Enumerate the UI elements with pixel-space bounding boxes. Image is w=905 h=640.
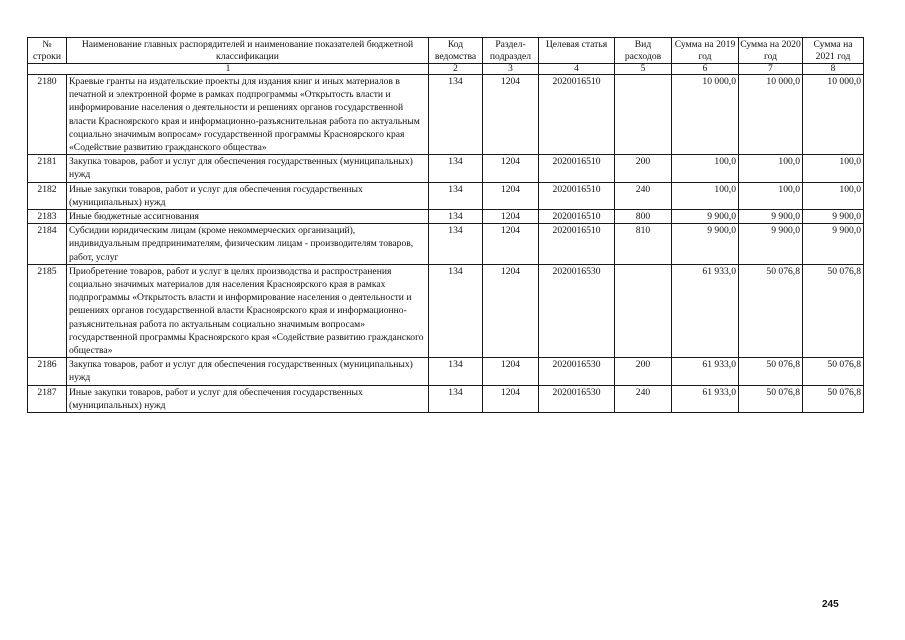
row-name: Иные закупки товаров, работ и услуг для обеспечения государственных (муниципальных) нужд [67, 385, 429, 412]
header-row-no: № строки [28, 38, 67, 64]
row-number: 2183 [28, 210, 67, 224]
row-target: 2020016510 [539, 210, 615, 224]
row-sum-2020: 50 076,8 [739, 358, 803, 385]
row-target: 2020016510 [539, 224, 615, 265]
row-dept-code: 134 [429, 75, 483, 155]
row-target: 2020016510 [539, 75, 615, 155]
row-sum-2020: 9 900,0 [739, 224, 803, 265]
row-exp-type: 240 [615, 385, 672, 412]
row-exp-type: 800 [615, 210, 672, 224]
page-number: 245 [822, 599, 839, 610]
column-number-5: 5 [615, 64, 672, 75]
row-number: 2186 [28, 358, 67, 385]
row-name: Краевые гранты на издательские проекты для издания книг и иных материалов в печатной и электронной форме в рамках подпрограммы «Открытость власти и информирование населения о деятельности и решениях органов государственной власти Красноярского края и информационно-разъяснительная работа по актуальным социально значимым вопросам» государственной программы Красноярского края «Содействие развитию гражданского общества» [67, 75, 429, 155]
row-sum-2020: 50 076,8 [739, 385, 803, 412]
header-exp-type: Вид расходов [615, 38, 672, 64]
row-target: 2020016510 [539, 155, 615, 182]
column-number-3: 3 [483, 64, 539, 75]
row-name: Иные бюджетные ассигнования [67, 210, 429, 224]
row-exp-type [615, 264, 672, 357]
row-section: 1204 [483, 182, 539, 209]
row-dept-code: 134 [429, 210, 483, 224]
row-sum-2019: 100,0 [672, 182, 739, 209]
header-sum-2021: Сумма на 2021 год [803, 38, 864, 64]
row-section: 1204 [483, 385, 539, 412]
row-name: Закупка товаров, работ и услуг для обеспечения государственных (муниципальных) нужд [67, 358, 429, 385]
header-target: Целевая статья [539, 38, 615, 64]
header-section: Раздел-подраздел [483, 38, 539, 64]
row-target: 2020016530 [539, 385, 615, 412]
row-sum-2019: 100,0 [672, 155, 739, 182]
row-name: Закупка товаров, работ и услуг для обеспечения государственных (муниципальных) нужд [67, 155, 429, 182]
row-sum-2021: 50 076,8 [803, 358, 864, 385]
row-number: 2185 [28, 264, 67, 357]
row-sum-2021: 9 900,0 [803, 210, 864, 224]
table-row [28, 264, 864, 357]
header-dept-code: Код ведомства [429, 38, 483, 64]
row-name: Субсидии юридическим лицам (кроме некоммерческих организаций), индивидуальным предпринимателям, физическим лицам - производителям товаров, работ, услуг [67, 224, 429, 265]
row-sum-2019: 9 900,0 [672, 224, 739, 265]
column-number-8: 8 [803, 64, 864, 75]
header-row [28, 38, 864, 64]
row-sum-2020: 100,0 [739, 155, 803, 182]
row-sum-2021: 10 000,0 [803, 75, 864, 155]
row-sum-2020: 9 900,0 [739, 210, 803, 224]
row-sum-2019: 61 933,0 [672, 358, 739, 385]
column-number-7: 7 [739, 64, 803, 75]
row-target: 2020016530 [539, 264, 615, 357]
row-number: 2182 [28, 182, 67, 209]
row-sum-2019: 10 000,0 [672, 75, 739, 155]
row-number: 2180 [28, 75, 67, 155]
row-sum-2021: 50 076,8 [803, 385, 864, 412]
row-dept-code: 134 [429, 264, 483, 357]
row-dept-code: 134 [429, 224, 483, 265]
row-section: 1204 [483, 358, 539, 385]
table-row [28, 224, 864, 265]
row-exp-type: 200 [615, 155, 672, 182]
row-sum-2020: 100,0 [739, 182, 803, 209]
table-row [28, 385, 864, 412]
row-exp-type: 200 [615, 358, 672, 385]
header-name: Наименование главных распорядителей и наименование показателей бюджетной классификации [67, 38, 429, 64]
header-sum-2020: Сумма на 2020 год [740, 39, 801, 62]
row-sum-2021: 9 900,0 [803, 224, 864, 265]
budget-table [27, 37, 864, 413]
row-dept-code: 134 [429, 182, 483, 209]
table-row [28, 358, 864, 385]
table-row [28, 75, 864, 155]
table-row [28, 155, 864, 182]
column-number-4: 4 [539, 64, 615, 75]
row-exp-type: 810 [615, 224, 672, 265]
row-target: 2020016510 [539, 182, 615, 209]
row-target: 2020016530 [539, 358, 615, 385]
column-number-6: 6 [672, 64, 739, 75]
row-sum-2020: 10 000,0 [739, 75, 803, 155]
row-sum-2019: 61 933,0 [672, 385, 739, 412]
row-sum-2019: 9 900,0 [672, 210, 739, 224]
row-section: 1204 [483, 264, 539, 357]
row-sum-2021: 100,0 [803, 182, 864, 209]
row-section: 1204 [483, 75, 539, 155]
row-sum-2021: 50 076,8 [803, 264, 864, 357]
row-number: 2184 [28, 224, 67, 265]
row-section: 1204 [483, 210, 539, 224]
row-number: 2181 [28, 155, 67, 182]
table-row [28, 210, 864, 224]
header-sum-2019: Сумма на 2019 год [672, 38, 739, 64]
row-exp-type: 240 [615, 182, 672, 209]
row-dept-code: 134 [429, 385, 483, 412]
table-row [28, 182, 864, 209]
row-name: Приобретение товаров, работ и услуг в целях производства и распространения социально значимых материалов для населения Красноярского края в рамках подпрограммы «Открытость власти и информирование населения о деятельности и решениях органов государственной власти Красноярского края и информационно-разъяснительная работа по актуальным социально значимым вопросам» государственной программы Красноярского края «Содействие развитию гражданского общества» [67, 264, 429, 357]
row-exp-type [615, 75, 672, 155]
row-name: Иные закупки товаров, работ и услуг для обеспечения государственных (муниципальных) нужд [67, 182, 429, 209]
row-sum-2019: 61 933,0 [672, 264, 739, 357]
row-section: 1204 [483, 224, 539, 265]
row-dept-code: 134 [429, 358, 483, 385]
row-sum-2021: 100,0 [803, 155, 864, 182]
row-number: 2187 [28, 385, 67, 412]
column-number-row [28, 64, 864, 75]
table-body [28, 75, 864, 413]
column-number-1: 1 [28, 64, 429, 75]
row-sum-2020: 50 076,8 [739, 264, 803, 357]
row-dept-code: 134 [429, 155, 483, 182]
column-number-2: 2 [429, 64, 483, 75]
row-section: 1204 [483, 155, 539, 182]
